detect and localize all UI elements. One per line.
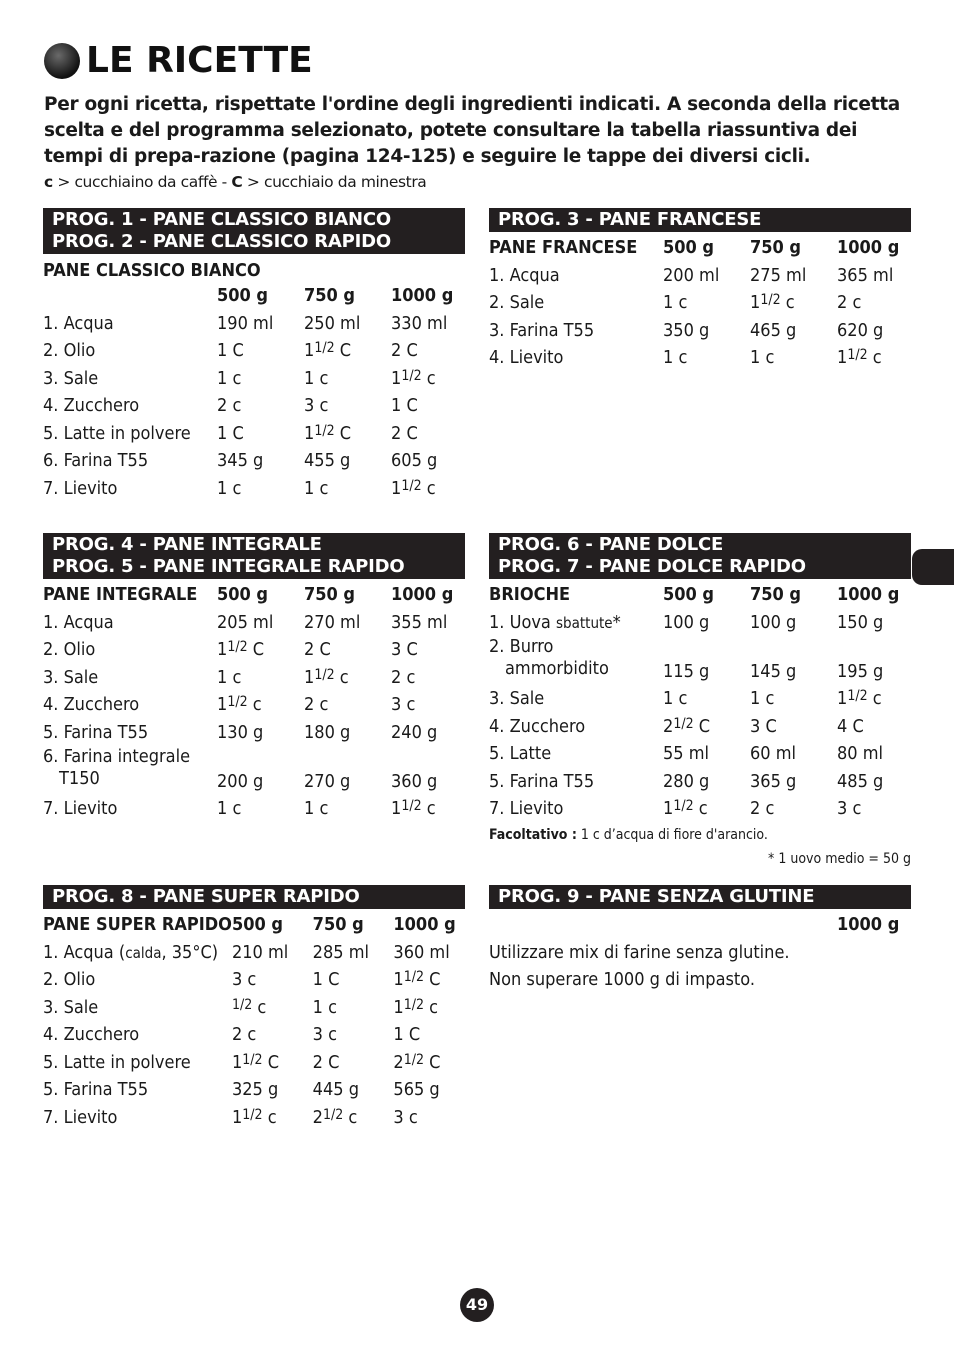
quantity-cell: 3 C — [391, 639, 418, 661]
table-row — [43, 365, 465, 393]
quantity-cell: 285 ml — [312, 941, 369, 963]
ingredient-cell: 2. Olio — [43, 340, 96, 362]
ingredient-cell: 4. Lievito — [489, 347, 564, 369]
ingredient-cell: 2. Burro ammorbidito — [489, 636, 609, 679]
table-row — [43, 609, 465, 637]
legend — [44, 173, 426, 191]
quantity-cell: 210 ml — [231, 941, 289, 963]
recipe-block-prog9 — [489, 885, 911, 994]
ingredient-cell: 5. Farina T55 — [43, 1079, 149, 1101]
quantity-cell: 3 c — [304, 395, 329, 417]
quantity-cell: 3 c — [391, 694, 416, 716]
header-line: PROG. 2 - PANE CLASSICO RAPIDO — [52, 231, 391, 252]
ingredient-cell: 5. Farina T55 — [43, 721, 149, 743]
quantity-cell: 200 ml — [663, 264, 720, 286]
column-header: 500 g — [663, 584, 715, 606]
ingredient-cell: 7. Lievito — [43, 798, 118, 820]
table-row — [43, 664, 465, 692]
quantity-cell: 1 C — [217, 340, 244, 362]
table-row — [489, 795, 911, 823]
recipe-table — [43, 911, 465, 1131]
quantity-cell: 1 C — [391, 395, 418, 417]
ingredient-cell: 7. Lievito — [489, 798, 564, 820]
table-row — [43, 392, 465, 420]
quantity-cell: 345 g — [217, 450, 264, 472]
intro-text: Per ogni ricetta, rispettate l'ordine degli ingredienti indicati. A seconda della ricetta scelta e del programma selezionato, potete consultare la tabella riassuntiva dei tempi di prepa-razione (pagina 124-125) e seguire le tappe dei diversi cicli. — [44, 94, 900, 167]
column-header: 1000 g — [393, 914, 456, 936]
recipe-table — [489, 581, 911, 823]
recipe-table — [489, 234, 911, 372]
quantity-cell: $1^{1/2}$ c — [217, 694, 262, 716]
quantity-cell: $1^{1/2}$ c — [663, 798, 708, 820]
header-line: PROG. 5 - PANE INTEGRALE RAPIDO — [52, 556, 405, 577]
legend-C-text: > cucchiaio da minestra — [242, 173, 427, 191]
column-header: 750 g — [750, 584, 802, 606]
ingredient-cell: 7. Lievito — [43, 1106, 118, 1128]
quantity-cell: 205 ml — [217, 611, 274, 633]
quantity-cell: 115 g — [663, 661, 710, 682]
recipe-table — [43, 581, 465, 823]
quantity-cell: 1 c — [217, 477, 242, 499]
title-row — [44, 40, 313, 81]
quantity-cell: $1^{1/2}$ c — [231, 1106, 277, 1128]
ingredient-cell: 1. Acqua — [43, 312, 114, 334]
ingredient-cell: 3. Sale — [43, 666, 99, 688]
quantity-cell: 1 c — [217, 367, 242, 389]
col-1000g: 1000 g — [837, 914, 900, 935]
quantity-cell: 1 c — [217, 798, 242, 820]
quantity-cell: $1^{1/2}$ c — [837, 688, 882, 710]
quantity-cell: 2 C — [304, 639, 331, 661]
table-row — [43, 966, 465, 994]
recipe-table — [43, 282, 465, 502]
ingredient-cell: 6. Farina integrale T150 — [43, 746, 191, 789]
quantity-cell: $2^{1/2}$ c — [312, 1106, 358, 1128]
ingredient-cell: 4. Zucchero — [43, 395, 140, 417]
column-header: 500 g — [663, 237, 715, 259]
table-row — [489, 636, 911, 685]
footnote: * 1 uovo medio = 50 g — [768, 850, 911, 867]
table-row — [43, 475, 465, 503]
quantity-cell: $1^{1/2}$ c — [391, 367, 436, 389]
recipe-block-prog6 — [489, 533, 911, 867]
quantity-cell: 565 g — [393, 1079, 440, 1101]
table-row — [489, 344, 911, 372]
column-header: 750 g — [304, 584, 356, 606]
quantity-cell: 150 g — [837, 611, 884, 633]
quantity-cell: 3 c — [231, 969, 257, 991]
quantity-cell: 2 c — [391, 666, 416, 688]
quantity-cell: 350 g — [663, 319, 710, 341]
quantity-cell: 250 ml — [304, 312, 361, 334]
table-row — [43, 994, 465, 1022]
ingredient-cell: 4. Zucchero — [43, 1024, 140, 1046]
recipe-block-prog4 — [43, 533, 465, 823]
quantity-cell: 1 C — [312, 969, 340, 991]
column-header: 1000 g — [837, 237, 900, 259]
quantity-cell: 3 c — [393, 1106, 418, 1128]
recipe-block-prog1 — [43, 208, 465, 502]
column-header: 750 g — [304, 285, 356, 307]
ingredient-cell: 3. Sale — [489, 688, 545, 710]
column-header: PANE INTEGRALE — [43, 584, 198, 606]
quantity-cell: 1 c — [304, 367, 329, 389]
quantity-cell: 200 g — [217, 771, 264, 792]
quantity-cell: $1^{1/2}$ c — [750, 292, 795, 314]
table-header-row — [43, 581, 465, 609]
column-header: 750 g — [750, 237, 802, 259]
quantity-cell: 1 c — [663, 688, 688, 710]
page-tab-marker — [912, 549, 954, 585]
header-line: PROG. 6 - PANE DOLCE — [498, 534, 724, 555]
page-number: 49 — [460, 1288, 494, 1322]
recipe-block-prog3 — [489, 208, 911, 372]
quantity-cell: 1 c — [217, 666, 242, 688]
column-header — [43, 282, 217, 310]
column-header: PANE SUPER RAPIDO — [43, 914, 232, 936]
table-row — [43, 1076, 465, 1104]
quantity-cell: $1^{1/2}$ c — [393, 996, 439, 1018]
ingredient-cell: 3. Sale — [43, 367, 99, 389]
quantity-cell: $1^{1/2}$ C — [304, 422, 352, 444]
quantity-cell: 620 g — [837, 319, 884, 341]
ingredient-cell: 2. Olio — [43, 969, 96, 991]
quantity-cell: 80 ml — [837, 743, 884, 765]
quantity-cell: 190 ml — [217, 312, 274, 334]
quantity-cell: 55 ml — [663, 743, 710, 765]
ingredient-cell: 4. Zucchero — [489, 715, 586, 737]
quantity-cell: 355 ml — [391, 611, 448, 633]
header-line: PROG. 9 - PANE SENZA GLUTINE — [498, 886, 815, 907]
table-row — [43, 310, 465, 338]
table-row — [43, 1049, 465, 1077]
table-row — [43, 447, 465, 475]
quantity-cell: 60 ml — [750, 743, 797, 765]
table-row — [489, 262, 911, 290]
quantity-cell: $1^{1/2}$ c — [837, 347, 882, 369]
column-header: BRIOCHE — [489, 584, 571, 606]
column-header: 500 g — [217, 285, 269, 307]
header-line: PROG. 4 - PANE INTEGRALE — [52, 534, 322, 555]
ingredient-cell: 1. Acqua — [43, 611, 114, 633]
quantity-cell: 365 ml — [837, 264, 894, 286]
table-row — [43, 420, 465, 448]
optional-note — [489, 827, 911, 843]
column-header: 1000 g — [391, 285, 454, 307]
quantity-cell: $1^{1/2}$ C — [217, 639, 265, 661]
ingredient-cell: 7. Lievito — [43, 477, 118, 499]
table-row — [489, 317, 911, 345]
table-row — [43, 746, 465, 795]
ingredient-cell: 6. Farina T55 — [43, 450, 149, 472]
table-row — [43, 939, 465, 967]
title-bullet-icon — [44, 43, 80, 79]
quantity-cell: 1 c — [750, 688, 775, 710]
ingredient-cell: 1. Uova sbattute* — [489, 611, 621, 633]
legend-c-text: > cucchiaino da caffè - — [52, 173, 232, 191]
table-row — [43, 1021, 465, 1049]
quantity-cell: 2 c — [750, 798, 775, 820]
table-row — [43, 1104, 465, 1132]
quantity-cell: 465 g — [750, 319, 797, 341]
quantity-cell: 325 g — [231, 1079, 279, 1101]
quantity-cell: 455 g — [304, 450, 351, 472]
recipe-header — [489, 208, 911, 232]
ingredient-cell: 5. Latte — [489, 743, 552, 765]
table-header-row — [489, 234, 911, 262]
table-header-row — [489, 581, 911, 609]
quantity-cell: 2 c — [304, 694, 329, 716]
table-row — [489, 713, 911, 741]
recipe-block-prog8 — [43, 885, 465, 1131]
gluten-free-line: Utilizzare mix di farine senza glutine. — [489, 941, 790, 963]
quantity-cell: $1^{1/2}$ C — [304, 340, 352, 362]
ingredient-cell: 5. Latte in polvere — [43, 1051, 191, 1073]
quantity-cell: 130 g — [217, 721, 264, 743]
quantity-cell: $2^{1/2}$ C — [393, 1051, 441, 1073]
table-row — [489, 685, 911, 713]
quantity-cell: 3 C — [750, 715, 777, 737]
quantity-cell: $1^{1/2}$ C — [393, 969, 441, 991]
quantity-cell: 1 c — [304, 798, 329, 820]
quantity-cell: 275 ml — [750, 264, 807, 286]
table-row — [489, 740, 911, 768]
quantity-cell: 100 g — [663, 611, 710, 633]
quantity-cell: 100 g — [750, 611, 797, 633]
quantity-cell: 360 g — [391, 771, 438, 792]
quantity-cell: 2 c — [217, 395, 242, 417]
note-label: Facoltativo : — [489, 826, 577, 843]
column-header: 500 g — [217, 584, 269, 606]
quantity-cell: 1 c — [304, 477, 329, 499]
table-row — [489, 609, 911, 637]
quantity-cell: 605 g — [391, 450, 438, 472]
note-text: 1 c d’acqua di fiore d'arancio. — [576, 826, 768, 843]
ingredient-cell: 3. Sale — [43, 996, 99, 1018]
ingredient-cell: 1. Acqua — [489, 264, 560, 286]
recipe-subtitle: PANE CLASSICO BIANCO — [43, 260, 261, 281]
header-line: PROG. 1 - PANE CLASSICO BIANCO — [52, 209, 391, 230]
legend-C-key: C — [231, 173, 243, 191]
quantity-cell: $1^{1/2}$ c — [391, 798, 436, 820]
recipe-header — [43, 208, 465, 254]
page-title: LE RICETTE — [86, 40, 313, 81]
quantity-cell: 270 ml — [304, 611, 361, 633]
quantity-cell: 1 c — [663, 292, 688, 314]
quantity-cell: 2 C — [391, 340, 418, 362]
recipe-header — [489, 885, 911, 909]
quantity-cell: 1 c — [750, 347, 775, 369]
quantity-cell: 1 c — [663, 347, 688, 369]
quantity-cell: 2 C — [312, 1051, 340, 1073]
quantity-cell: 270 g — [304, 771, 351, 792]
header-line: PROG. 7 - PANE DOLCE RAPIDO — [498, 556, 806, 577]
quantity-cell: 195 g — [837, 661, 884, 682]
column-header: 1000 g — [837, 584, 900, 606]
quantity-cell: 445 g — [312, 1079, 359, 1101]
quantity-cell: $1^{1/2}$ c — [304, 666, 349, 688]
quantity-cell: 330 ml — [391, 312, 448, 334]
recipe-header — [43, 533, 465, 579]
recipe-header — [43, 885, 465, 909]
quantity-cell: 280 g — [663, 770, 710, 792]
quantity-cell: $1^{1/2}$ C — [231, 1051, 279, 1073]
ingredient-cell: 4. Zucchero — [43, 694, 140, 716]
quantity-cell: 240 g — [391, 721, 438, 743]
ingredient-cell: 3. Farina T55 — [489, 319, 595, 341]
quantity-cell: 2 c — [231, 1024, 257, 1046]
quantity-cell: 3 c — [312, 1024, 338, 1046]
table-row — [43, 691, 465, 719]
table-row — [43, 636, 465, 664]
recipe-header — [489, 533, 911, 579]
quantity-cell: 485 g — [837, 770, 884, 792]
quantity-cell: 3 c — [837, 798, 862, 820]
quantity-cell: 360 ml — [393, 941, 450, 963]
quantity-cell: 365 g — [750, 770, 797, 792]
table-row — [43, 795, 465, 823]
table-row — [489, 768, 911, 796]
table-row — [43, 719, 465, 747]
table-row — [489, 289, 911, 317]
quantity-cell: 1 C — [217, 422, 244, 444]
ingredient-cell: 2. Sale — [489, 292, 545, 314]
ingredient-cell: 5. Latte in polvere — [43, 422, 191, 444]
quantity-cell: $1^{1/2}$ c — [391, 477, 436, 499]
quantity-cell: 145 g — [750, 661, 797, 682]
header-line: PROG. 3 - PANE FRANCESE — [498, 209, 762, 230]
ingredient-cell: 5. Farina T55 — [489, 770, 595, 792]
quantity-cell: 1 C — [393, 1024, 421, 1046]
table-row — [43, 337, 465, 365]
header-line: PROG. 8 - PANE SUPER RAPIDO — [52, 886, 360, 907]
ingredient-cell: 1. Acqua (calda, 35°C) — [43, 941, 219, 963]
quantity-cell: 2 c — [837, 292, 862, 314]
table-header-row — [43, 911, 465, 939]
column-header: 500 g — [231, 914, 283, 936]
gluten-free-line: Non superare 1000 g di impasto. — [489, 969, 756, 990]
quantity-cell: $2^{1/2}$ C — [663, 715, 711, 737]
column-header: PANE FRANCESE — [489, 237, 638, 259]
quantity-cell: 180 g — [304, 721, 351, 743]
quantity-cell: $^{1/2}$ c — [231, 996, 267, 1018]
column-header: 750 g — [312, 914, 364, 936]
ingredient-cell: 2. Olio — [43, 639, 96, 661]
quantity-cell: 1 c — [312, 996, 338, 1018]
quantity-cell: 2 C — [391, 422, 418, 444]
table-header-row — [43, 282, 465, 310]
legend-c-key: c — [44, 173, 53, 191]
quantity-cell: 4 C — [837, 715, 864, 737]
column-header: 1000 g — [391, 584, 454, 606]
